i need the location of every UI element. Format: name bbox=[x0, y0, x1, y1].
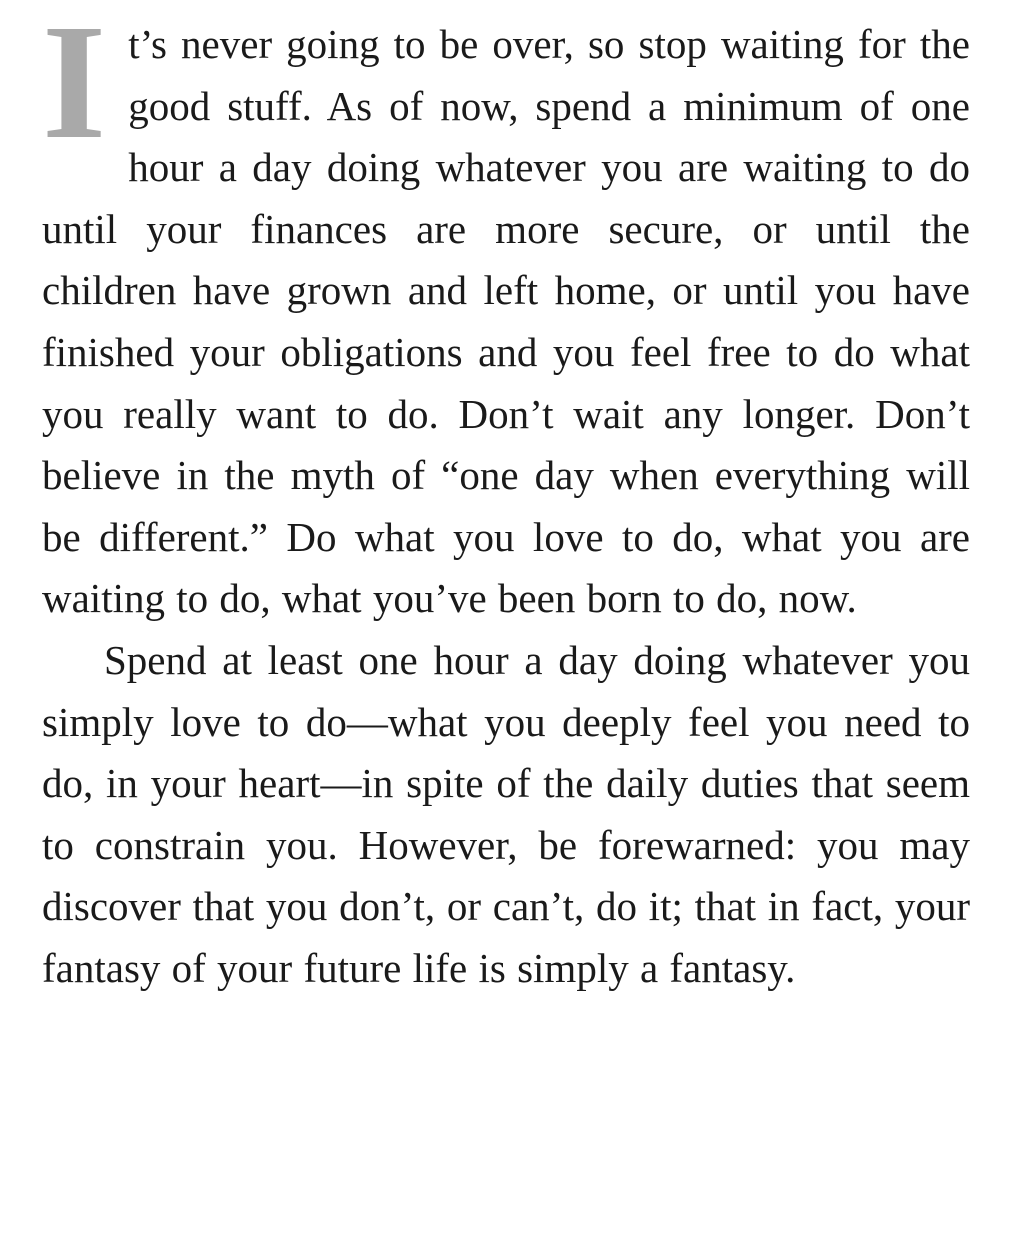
reading-page bbox=[42, 0, 970, 1000]
drop-cap-letter: I bbox=[42, 0, 107, 173]
paragraph-1 bbox=[42, 0, 970, 630]
paragraph-1-text: t’s never going to be over, so stop waiting for the good stuff. As of now, spend a minimum of one hour a day doing whatever you are waiting to do until your finances are more secure, or until the children have grown and left home, or until you have finished your obligations and you feel free to do what you really want to do. Don’t wait any longer. Don’t believe in the myth of “one day when everything will be different.” Do what you love to do, what you are waiting to do, what you’ve been born to do, now. bbox=[42, 21, 970, 622]
paragraph-2: Spend at least one hour a day doing whatever you simply love to do—what you deeply feel you need to do, in your heart—in spite of the daily duties that seem to constrain you. However, be forewarned: you may discover that you don’t, or can’t, do it; that in fact, your fantasy of your future life is simply a fantasy. bbox=[42, 636, 970, 991]
